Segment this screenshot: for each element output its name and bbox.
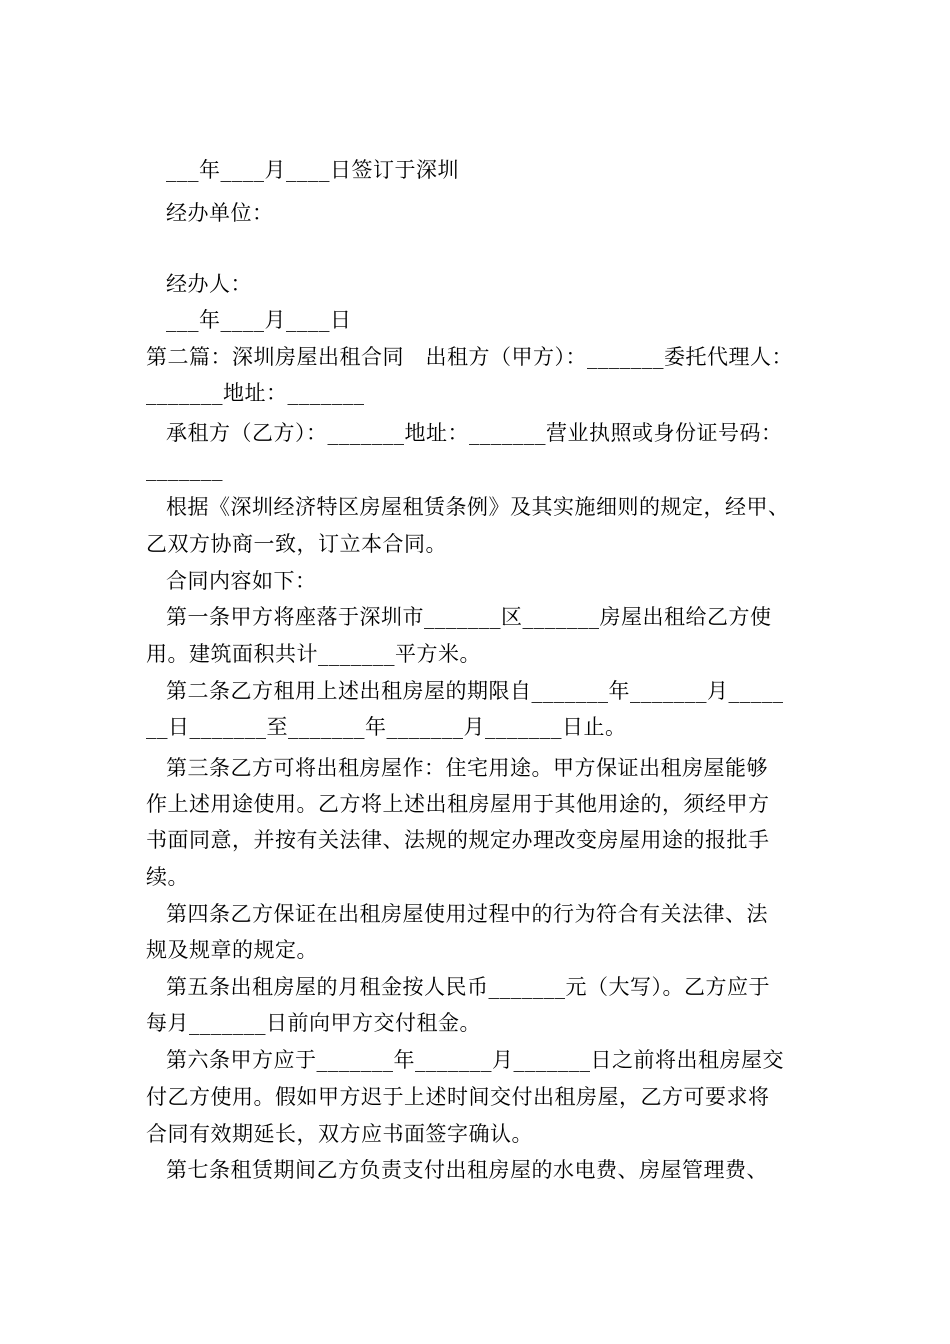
lessor-address-line: _______地址：_______ bbox=[146, 381, 365, 405]
article-three-line-4: 续。 bbox=[146, 865, 189, 889]
lessee-id-line: _______ bbox=[146, 457, 223, 481]
article-six-line-2: 付乙方使用。假如甲方迟于上述时间交付出租房屋，乙方可要求将 bbox=[146, 1085, 770, 1109]
article-three-line-3: 书面同意，并按有关法律、法规的规定办理改变房屋用途的报批手 bbox=[146, 828, 770, 852]
article-two-line-1: 第二条乙方租用上述出租房屋的期限自_______年_______月_____ bbox=[166, 679, 784, 703]
contract-content-heading: 合同内容如下： bbox=[166, 569, 317, 593]
article-three-line-2: 作上述用途使用。乙方将上述出租房屋用于其他用途的，须经甲方 bbox=[146, 792, 770, 816]
signing-date-line: ___年____月____日签订于深圳 bbox=[166, 158, 459, 182]
handler-line: 经办人： bbox=[166, 272, 252, 296]
lessee-line: 承租方（乙方）：_______地址：_______营业执照或身份证号码： bbox=[166, 421, 783, 445]
preamble-line-2: 乙双方协商一致，订立本合同。 bbox=[146, 532, 447, 556]
section-two-title-line: 第二篇：深圳房屋出租合同 出租方（甲方）：_______委托代理人： bbox=[146, 345, 793, 369]
article-one-line-2: 用。建筑面积共计_______平方米。 bbox=[146, 642, 481, 666]
preamble-line-1: 根据《深圳经济特区房屋租赁条例》及其实施细则的规定，经甲、 bbox=[166, 495, 790, 519]
article-four-line-1: 第四条乙方保证在出租房屋使用过程中的行为符合有关法律、法 bbox=[166, 902, 768, 926]
article-four-line-2: 规及规章的规定。 bbox=[146, 938, 318, 962]
article-one-line-1: 第一条甲方将座落于深圳市_______区_______房屋出租给乙方使 bbox=[166, 605, 772, 629]
article-three-line-1: 第三条乙方可将出租房屋作：住宅用途。甲方保证出租房屋能够 bbox=[166, 756, 768, 780]
article-six-line-1: 第六条甲方应于_______年_______月_______日之前将出租房屋交 bbox=[166, 1048, 784, 1072]
article-five-line-2: 每月_______日前向甲方交付租金。 bbox=[146, 1011, 481, 1035]
article-seven-line-1: 第七条租赁期间乙方负责支付出租房屋的水电费、房屋管理费、 bbox=[166, 1158, 768, 1182]
handler-date-line: ___年____月____日 bbox=[166, 308, 352, 332]
article-five-line-1: 第五条出租房屋的月租金按人民币_______元（大写）。乙方应于 bbox=[166, 975, 770, 999]
article-six-line-3: 合同有效期延长，双方应书面签字确认。 bbox=[146, 1122, 533, 1146]
article-two-line-2: __日_______至_______年_______月_______日止。 bbox=[146, 715, 627, 739]
handling-unit-line: 经办单位： bbox=[166, 201, 274, 225]
